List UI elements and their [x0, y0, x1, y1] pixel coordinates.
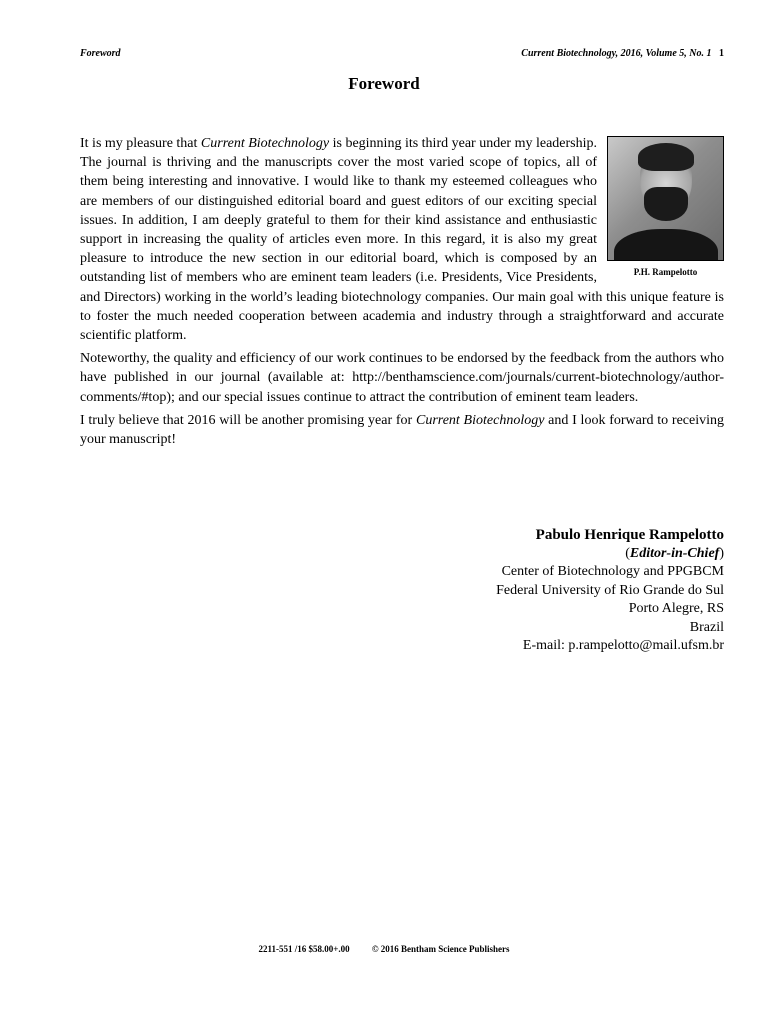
photo-hair [638, 143, 694, 171]
running-header-section: Foreword [80, 48, 121, 59]
article-body [80, 134, 724, 453]
author-name: Pabulo Henrique Rampelotto [535, 527, 724, 543]
author-role-line [496, 545, 724, 564]
p3-journal-name: Current Biotechnology [415, 412, 545, 428]
signature-block [496, 526, 724, 656]
footer-copyright: © 2016 Bentham Science Publishers [371, 944, 510, 954]
p3-text-b: and I look forward to receiving your manuscript! [80, 412, 724, 448]
p3-text-a: I truly believe that 2016 will be another promising year for [80, 412, 416, 428]
journal-year: , 2016, [615, 48, 646, 59]
affiliation-line-2: Federal University of Rio Grande do Sul [496, 582, 724, 598]
role-close-paren: ) [719, 545, 724, 561]
p1-text-b: is beginning its third year under my leadership. The journal is thriving and the manuscripts cover the most varied scope of topics, all of them being interesting and innovative. I would like to thank my esteemed colleagues who are members of our distinguished editorial board and guest editors of our exciting special issues. In addition, I am deeply grateful to them for their kind assistance and enthusiastic support in increasing the quality of articles even more. In this regard, it is also my great pleasure to introduce the new section in our editorial board, which is composed by an outstanding list of members who are eminent team leaders (i.e. Presidents, Vice Presidents, and Directors) working in the world’s leading biotechnology companies. Our main goal with this unique feature is to foster the much needed cooperation between academia and industry through a straightforward and accurate scientific platform. [80, 136, 724, 344]
page-title: Foreword [348, 74, 420, 93]
paragraph-2: Noteworthy, the quality and efficiency of our work continues to be endorsed by the feedback from the authors who have published in our journal (available at: http://benthamscience.com/journals/current-biotechnology/author-comments/#top); and our special issues continue to attract the contribution of eminent team leaders. [80, 351, 724, 405]
affiliation-line-1: Center of Biotechnology and PPGBCM [501, 564, 724, 579]
author-role: Editor-in-Chief [629, 545, 720, 561]
running-header-journal [521, 48, 724, 59]
journal-title: Current Biotechnology [521, 48, 616, 59]
footer-issn: 2211-551 /16 $58.00+.00 [258, 944, 350, 954]
journal-volume: Volume 5, No. 1 [645, 48, 712, 59]
page-number: 1 [719, 48, 724, 59]
affiliation-city: Porto Alegre, RS [628, 601, 724, 616]
affiliation-country: Brazil [689, 619, 724, 635]
role-open-paren: ( [625, 545, 630, 561]
photo-shoulders [614, 229, 718, 261]
page-footer [0, 944, 768, 954]
photo-beard [644, 187, 688, 221]
author-photo [607, 136, 724, 261]
p1-journal-name: Current Biotechnology [200, 136, 330, 151]
p1-text-a: It is my pleasure that [80, 136, 201, 151]
paragraph-3 [80, 411, 724, 449]
photo-caption: P.H. Rampelotto [633, 267, 698, 277]
author-email: E-mail: p.rampelotto@mail.ufsm.br [522, 638, 724, 653]
author-photo-figure [607, 136, 724, 282]
